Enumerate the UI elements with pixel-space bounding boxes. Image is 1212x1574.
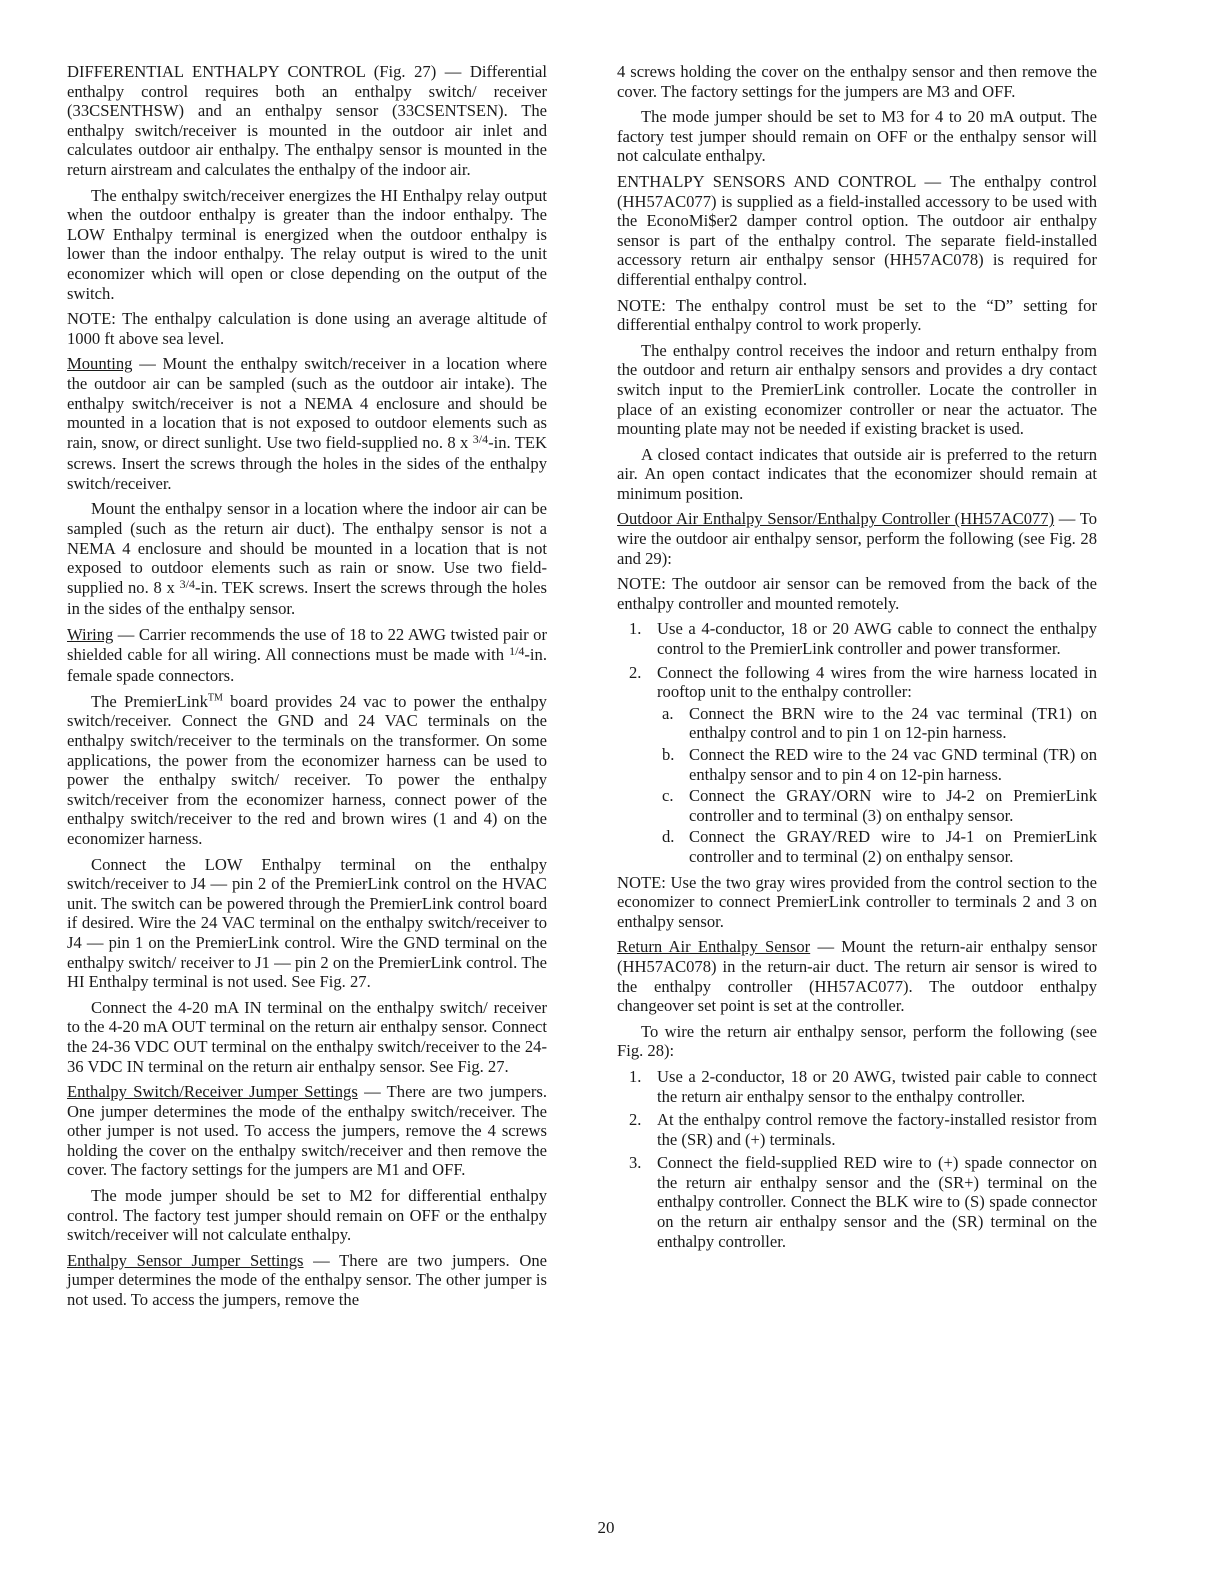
substep-text: Connect the GRAY/ORN wire to J4-2 on PremierLink controller and to terminal (3) on enthalpy sensor. [689,786,1097,825]
step-text: At the enthalpy control remove the factory-installed resistor from the (SR) and (+) terminals. [657,1110,1097,1149]
page-number: 20 [597,1518,615,1537]
premierlink-power-text: board provides 24 vac to power the enthalpy switch/receiver. Connect the GND and 24 VAC terminals on the enthalpy switch/receiver to the terminals on the transformer. On some applications, the power from the economizer harness can be used to power the enthalpy switch/ receiver. To power the enthalpy switch/receiver from the economizer harness, connect power of the enthalpy switch/receiver to the red and brown wires (1 and 4) on the economizer harness. [67,691,547,848]
substep-letter: c. [662,786,674,806]
list-item [657,827,1097,866]
mounting-text: — Mount the enthalpy switch/receiver in a location where the outdoor air can be sampled (such as the outdoor air intake). The enthalpy switch/receiver is not a NEMA 4 enclosure and should be mounted in a location that is not exposed to outdoor elements such as rain, snow, or direct sunlight. Use two field-supplied no. 8 x [67,354,547,452]
altitude-note: NOTE: The enthalpy calculation is done using an average altitude of 1000 ft above sea level. [67,309,547,348]
list-item [657,704,1097,743]
return-air-sensor-paragraph [617,937,1097,1015]
step-number: 3. [629,1153,642,1173]
step-number: 1. [629,1066,642,1086]
sensor-mounting-tail: -in. TEK screws. Insert the screws through the holes in the sides of the enthalpy sensor. [67,577,547,619]
mode-jumper-m2-paragraph: The mode jumper should be set to M2 for differential enthalpy control. The factory test jumper should remain on OFF or the enthalpy switch/receiver will not calculate enthalpy. [67,1186,547,1245]
wire-harness-substeps [657,704,1097,867]
step-text: Connect the following 4 wires from the wire harness located in rooftop unit to the enthalpy controller: [657,662,1097,702]
list-item [617,1067,1097,1106]
substep-letter: b. [662,745,675,764]
wiring-tail: -in. female spade connectors. [67,644,547,686]
list-item [657,745,1097,784]
gray-wires-note: NOTE: Use the two gray wires provided from the control section to the economizer to connect PremierLink controller to terminals 2 and 3 on enthalpy sensor. [617,872,1097,931]
step-text: Use a 4-conductor, 18 or 20 AWG cable to connect the enthalpy control to the PremierLink controller and power transformer. [657,619,1097,659]
mounting-paragraph [67,354,547,493]
return-air-sensor-text: — Mount the return-air enthalpy sensor (HH57AC078) in the return-air duct. The return air sensor is wired to the enthalpy controller (HH57AC077). The outdoor enthalpy changeover set point is set at the controller. [617,937,1097,1016]
wiring-paragraph [67,625,547,686]
step-number: 1. [629,619,642,639]
substep-letter: d. [662,827,675,847]
sensor-jumper-heading: Enthalpy Sensor Jumper Settings [67,1250,304,1270]
left-column [67,62,547,1316]
step-text: Use a 2-conductor, 18 or 20 AWG, twisted pair cable to connect the return air enthalpy sensor to the enthalpy controller. [657,1066,1097,1106]
remote-mount-note: NOTE: The outdoor air sensor can be removed from the back of the enthalpy controller and mounted remotely. [617,574,1097,613]
low-enthalpy-paragraph: Connect the LOW Enthalpy terminal on the enthalpy switch/receiver to J4 — pin 2 of the PremierLink control on the HVAC unit. The switch can be powered through the PremierLink control board if desired. Wire the 24 VAC terminal on the enthalpy switch/receiver to J4 — pin 1 on the PremierLink control. Wire the GND terminal on the enthalpy switch/ receiver to J1 — pin 2 on the PremierLink control. The HI Enthalpy terminal is not used. See Fig. 27. [67,854,547,992]
return-air-wiring-steps [617,1067,1097,1251]
trademark-mark: TM [207,692,223,704]
wiring-heading: Wiring [67,625,114,645]
sensor-cover-paragraph: 4 screws holding the cover on the enthalpy sensor and then remove the cover. The factory settings for the jumpers are M3 and OFF. [617,62,1097,101]
substep-text: Connect the RED wire to the 24 vac GND terminal (TR) on enthalpy sensor and to pin 4 on 12-pin harness. [689,745,1097,784]
switch-receiver-jumper-heading: Enthalpy Switch/Receiver Jumper Settings [67,1082,358,1102]
sensor-mounting-paragraph [67,499,547,619]
wiring-text: — Carrier recommends the use of 18 to 22 AWG twisted pair or shielded cable for all wiring. All connections must be made with [67,625,547,664]
closed-contact-paragraph: A closed contact indicates that outside air is preferred to the return air. An open contact indicates that the economizer should remain at minimum position. [617,444,1097,503]
outdoor-wiring-steps [617,619,1097,866]
return-air-wiring-intro: To wire the return air enthalpy sensor, perform the following (see Fig. 28): [617,1021,1097,1061]
step-text: Connect the field-supplied RED wire to (+) spade connector on the return air enthalpy sensor and the (SR+) terminal on the enthalpy controller. Connect the BLK wire to (S) spade connector on the return air enthalpy sensor and the (SR) terminal on the enthalpy controller. [657,1153,1097,1251]
sensor-jumper-paragraph [67,1251,547,1310]
list-item [617,1110,1097,1149]
control-receives-paragraph: The enthalpy control receives the indoor and return enthalpy from the outdoor and return air enthalpy sensors and provides a dry contact switch input to the PremierLink controller. Locate the controller in place of an existing economizer controller or near the actuator. The mounting plate may not be needed if existing bracket is used. [617,340,1097,439]
right-column [617,62,1097,1257]
step-number: 2. [629,662,642,682]
substep-letter: a. [662,703,674,723]
step-number: 2. [629,1110,642,1130]
screw-size-fraction: 3/4 [472,431,489,446]
switch-receiver-jumper-paragraph [67,1082,547,1180]
outdoor-air-sensor-text: — To wire the outdoor air enthalpy sensor, perform the following (see Fig. 28 and 29): [617,509,1097,568]
list-item [617,663,1097,867]
mode-jumper-m3-paragraph: The mode jumper should be set to M3 for 4 to 20 mA output. The factory test jumper should remain on OFF or the enthalpy sensor will not calculate enthalpy. [617,107,1097,166]
enthalpy-sensors-control-paragraph: ENTHALPY SENSORS AND CONTROL — The enthalpy control (HH57AC077) is supplied as a field-installed accessory to be used with the EconoMi$er2 damper control option. The outdoor air enthalpy sensor is part of the enthalpy control. The separate field-installed accessory return air enthalpy sensor (HH57AC078) is required for differential enthalpy control. [617,171,1097,289]
sensor-jumper-text: — There are two jumpers. One jumper determines the mode of the enthalpy sensor. The other jumper is not used. To access the jumpers, remove the [67,1250,547,1310]
outdoor-air-sensor-paragraph [617,509,1097,568]
substep-text: Connect the GRAY/RED wire to J4-1 on PremierLink controller and to terminal (2) on enthalpy sensor. [689,827,1097,866]
mounting-tail: -in. TEK screws. Insert the screws through the holes in the sides of the enthalpy switch/receiver. [67,432,548,493]
mounting-heading: Mounting [67,354,133,374]
sensor-screw-fraction: 3/4 [179,576,195,591]
premierlink-text: The PremierLink [91,691,208,711]
premierlink-power-paragraph [67,692,547,849]
list-item [617,1153,1097,1251]
list-item [657,786,1097,825]
list-item [617,619,1097,658]
sensor-mounting-text: Mount the enthalpy sensor in a location where the indoor air can be sampled (such as the return air duct). The enthalpy sensor is not a NEMA 4 enclosure and should be mounted in a location that is not exposed to outdoor elements such as rain or snow. Use two field-supplied no. 8 x [67,499,547,597]
d-setting-note: NOTE: The enthalpy control must be set to the “D” setting for differential enthalpy control to work properly. [617,295,1097,335]
spade-connector-fraction: 1/4 [509,643,525,658]
relay-output-paragraph: The enthalpy switch/receiver energizes the HI Enthalpy relay output when the outdoor enthalpy is greater than the indoor enthalpy. The LOW Enthalpy terminal is energized when the outdoor enthalpy is lower than the indoor enthalpy. The relay output is wired to the unit economizer which will open or close depending on the output of the switch. [67,185,547,303]
switch-receiver-jumper-text: — There are two jumpers. One jumper determines the mode of the enthalpy switch/receiver. The other jumper is not used. To access the jumpers, remove the 4 screws holding the cover on the enthalpy switch/receiver and then remove the cover. The factory settings for the jumpers are M1 and OFF. [67,1082,547,1180]
substep-text: Connect the BRN wire to the 24 vac terminal (TR1) on enthalpy control and to pin 1 on 12-pin harness. [689,703,1097,743]
return-air-sensor-heading: Return Air Enthalpy Sensor [617,937,811,957]
outdoor-air-sensor-heading: Outdoor Air Enthalpy Sensor/Enthalpy Controller (HH57AC077) [617,509,1055,529]
ma-terminal-paragraph: Connect the 4-20 mA IN terminal on the enthalpy switch/ receiver to the 4-20 mA OUT terminal on the return air enthalpy sensor. Connect the 24-36 VDC OUT terminal on the enthalpy switch/receiver to the 24-36 VDC IN terminal on the return air enthalpy sensor. See Fig. 27. [67,997,547,1076]
differential-enthalpy-control-paragraph: DIFFERENTIAL ENTHALPY CONTROL (Fig. 27) — Differential enthalpy control requires both an enthalpy switch/ receiver (33CSENTHSW) and an enthalpy sensor (33CSENTSEN). The enthalpy switch/receiver is mounted in the outdoor air inlet and calculates outdoor air enthalpy. The enthalpy sensor is mounted in the return airstream and calculates the enthalpy of the indoor air. [67,62,547,179]
